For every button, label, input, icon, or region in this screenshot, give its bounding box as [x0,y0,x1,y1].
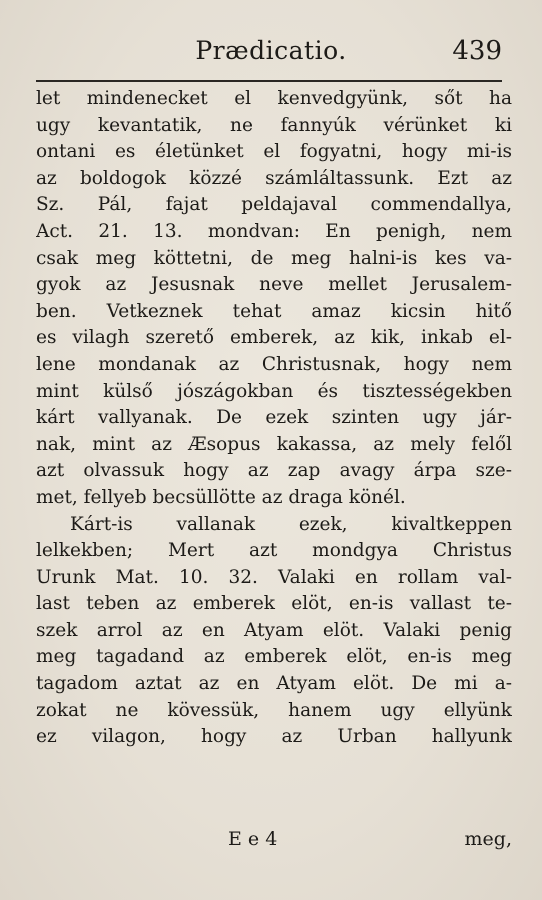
text-line: ontani es életünket el fogyatni, hogy mi-is [36,141,512,163]
text-line: az boldogok közzé számláltassunk. Ezt az [36,167,512,189]
text-line: last teben az emberek elöt, en-is vallast te- [36,593,512,615]
text-line: ugy kevantatik, ne fannyúk vérünket ki [36,114,512,136]
text-line: mint külső jószágokban és tisztességekben [36,380,512,402]
text-line: nak, mint az Æsopus kakassa, az mely felől [36,433,512,455]
text-line: es vilagh szerető emberek, az kik, inkab el- [36,327,512,349]
header-rule [36,80,502,82]
text-line: azt olvassuk hogy az zap avagy árpa sze- [36,460,512,482]
text-line: Urunk Mat. 10. 32. Valaki en rollam val- [36,566,512,588]
catchword: meg, [464,828,512,850]
running-title: Prædicatio. [195,36,347,65]
text-line: lelkekben; Mert azt mondgya Christus [36,540,512,562]
text-line: Kárt-is vallanak ezek, kivaltkeppen [70,513,512,535]
page-footer [36,828,512,858]
page-number: 439 [452,36,502,66]
text-line: Act. 21. 13. mondvan: En penigh, nem [36,220,512,242]
text-line: met, fellyeb becsüllötte az draga könél. [36,486,406,508]
text-line: csak meg köttetni, de meg halni-is kes va- [36,247,512,269]
text-line: szek arrol az en Atyam elöt. Valaki penig [36,619,512,641]
text-line: meg tagadand az emberek elöt, en-is meg [36,646,512,668]
text-line: gyok az Jesusnak neve mellet Jerusalem- [36,274,512,296]
text-line: kárt vallyanak. De ezek szinten ugy jár- [36,407,512,429]
text-line: ez vilagon, hogy az Urban hallyunk [36,726,512,748]
text-line: let mindenecket el kenvedgyünk, sőt ha [36,88,512,109]
text-line: zokat ne kövessük, hanem ugy ellyünk [36,699,512,721]
body-text [36,86,512,751]
text-line: lene mondanak az Christusnak, hogy nem [36,353,512,375]
running-header [30,36,512,72]
text-line: Sz. Pál, fajat peldajaval commendallya, [36,194,512,216]
signature-mark: E e 4 [228,828,278,850]
text-line: ben. Vetkeznek tehat amaz kicsin hitő [36,300,512,322]
text-line: tagadom aztat az en Atyam elöt. De mi a- [36,673,512,695]
